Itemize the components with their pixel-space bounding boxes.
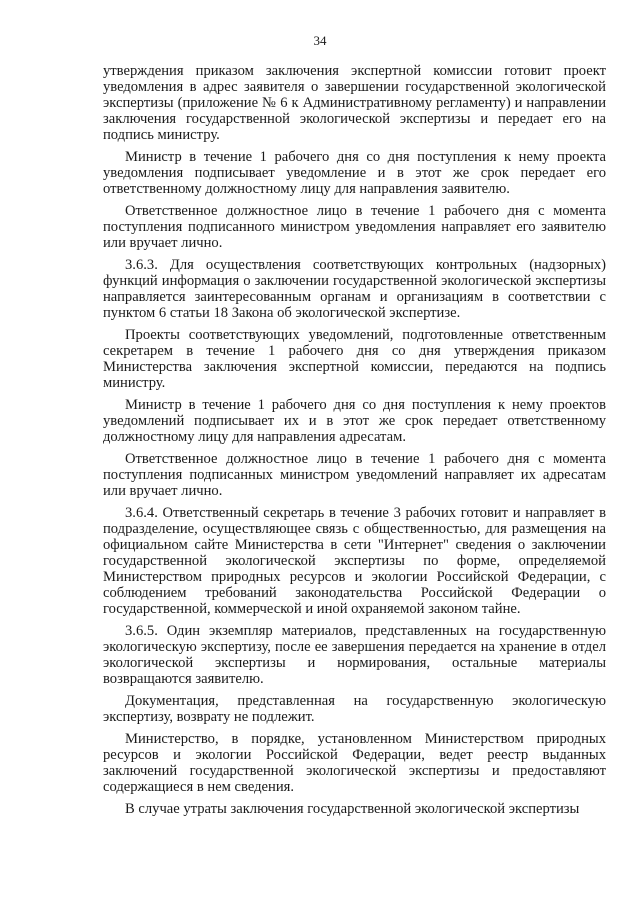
paragraph-draft-notices: Проекты соответствующих уведомлений, подготовленные ответственным секретарем в течение 1 рабочего дня со дня утверждения приказом Министерства заключения экспертной комиссии, передаются на подпись министру. xyxy=(103,327,606,391)
paragraph-official-sends-to-addressees: Ответственное должностное лицо в течение 1 рабочего дня с момента поступления подписанных министром уведомлений направляет их адресатам или вручает лично. xyxy=(103,451,606,499)
document-body xyxy=(103,63,606,823)
paragraph-continuation: утверждения приказом заключения экспертной комиссии готовит проект уведомления в адрес заявителя о завершении государственной экологической экспертизы (приложение № 6 к Административному регламенту) и направлении заключения государственной экологической экспертизы и передает его на подпись министру. xyxy=(103,63,606,143)
paragraph-official-sends-notice: Ответственное должностное лицо в течение 1 рабочего дня с момента поступления подписанного министром уведомления направляет его заявителю или вручает лично. xyxy=(103,203,606,251)
paragraph-3-6-3: 3.6.3. Для осуществления соответствующих контрольных (надзорных) функций информация о заключении государственной экологической экспертизы направляется заинтересованным органам и организациям в соответствии с пунктом 6 статьи 18 Закона об экологической экспертизе. xyxy=(103,257,606,321)
paragraph-loss-of-conclusion: В случае утраты заключения государственной экологической экспертизы xyxy=(125,801,580,817)
paragraph-3-6-4: 3.6.4. Ответственный секретарь в течение 3 рабочих готовит и направляет в подразделение, осуществляющее связь с общественностью, для размещения на официальном сайте Министерства в сети "Интернет" сведения о заключении государственной экологической экспертизы по форме, определяемой Министерством природных ресурсов и экологии Российской Федерации, с соблюдением требований законодательства Российской Федерации о государственной, коммерческой и иной охраняемой законом тайне. xyxy=(103,505,606,617)
paragraph-minister-signs-drafts: Министр в течение 1 рабочего дня со дня поступления к нему проектов уведомлений подписывает их и в этот же срок передает ответственному должностному лицу для направления адресатам. xyxy=(103,397,606,445)
page-number: 34 xyxy=(313,33,327,48)
paragraph-ministry-registry: Министерство, в порядке, установленном Министерством природных ресурсов и экологии Российской Федерации, ведет реестр выданных заключений государственной экологической экспертизы и предоставляют содержащиеся в нем сведения. xyxy=(103,731,606,795)
paragraph-minister-signs-notice: Министр в течение 1 рабочего дня со дня поступления к нему проекта уведомления подписывает уведомление и в этот же срок передает его ответственному должностному лицу для направления заявителю. xyxy=(103,149,606,197)
paragraph-3-6-5: 3.6.5. Один экземпляр материалов, представленных на государственную экологическую экспертизу, после ее завершения передается на хранение в отдел экологической экспертизы и нормирования, остальные материалы возвращаются заявителю. xyxy=(103,623,606,687)
paragraph-documentation-not-returned: Документация, представленная на государственную экологическую экспертизу, возврату не подлежит. xyxy=(103,693,606,725)
